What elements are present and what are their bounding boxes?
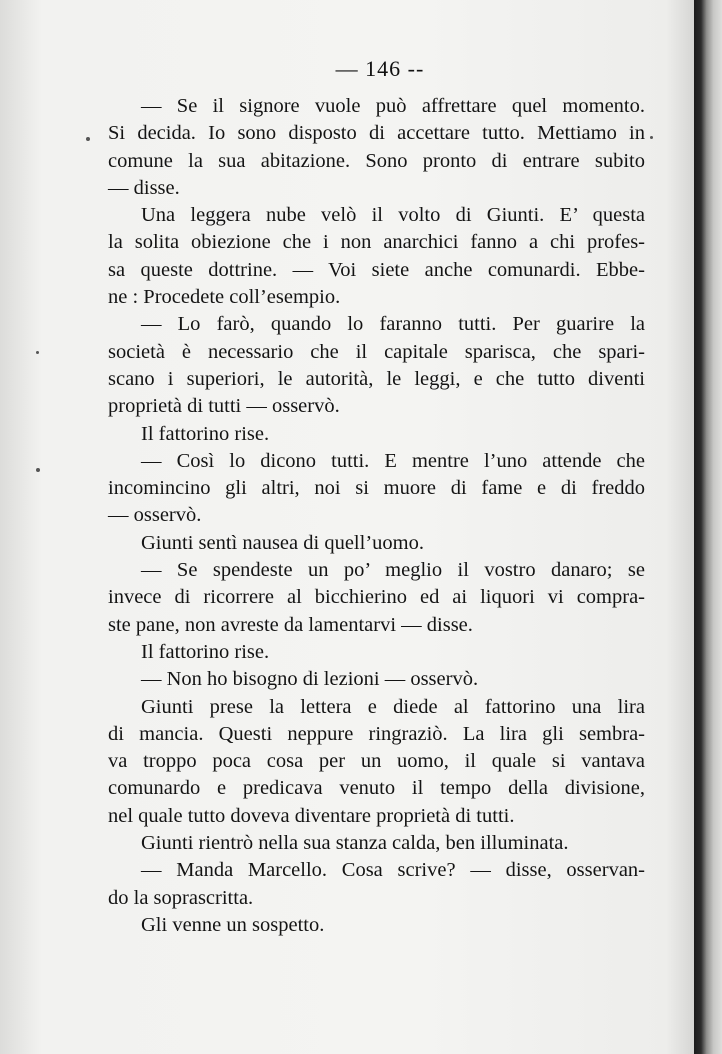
text-line: ne : Procedete coll’esempio. <box>108 286 341 309</box>
text-line: incomincino gli altri, noi si muore di fame e di freddo <box>108 477 645 500</box>
text-line: nel quale tutto doveva diventare proprietà di tutti. <box>108 804 515 827</box>
text-line: do la soprascritta. <box>108 886 254 909</box>
text-line: — Se spendeste un po’ meglio il vostro danaro; se <box>141 559 645 582</box>
text-line: — disse. <box>108 176 180 199</box>
text-line: società è necessario che il capitale sparisca, che spari- <box>108 340 645 363</box>
text-line: scano i superiori, le autorità, le leggi, e che tutto diventi <box>108 367 645 390</box>
text-line: — Non ho bisogno di lezioni — osservò. <box>141 668 479 691</box>
text-line: Gli venne un sospetto. <box>141 913 325 936</box>
text-line: Si decida. Io sono disposto di accettare tutto. Mettiamo in <box>108 122 645 145</box>
text-line: va troppo poca cosa per un uomo, il quale si vantava <box>108 750 645 773</box>
book-spine-shadow <box>694 0 722 1054</box>
text-line: Il fattorino rise. <box>141 640 270 663</box>
text-line: comune la sua abitazione. Sono pronto di entrare subito <box>108 149 645 172</box>
text-line: — Così lo dicono tutti. E mentre l’uno attende che <box>141 449 645 472</box>
ink-speck <box>86 137 90 141</box>
text-line: — Se il signore vuole può affrettare quel momento. <box>141 95 645 117</box>
ink-speck <box>36 351 39 354</box>
text-line: sa queste dottrine. — Voi siete anche comunardi. Ebbe- <box>108 258 645 281</box>
text-line: invece di ricorrere al bicchierino ed ai liquori vi compra- <box>108 586 645 609</box>
body-text <box>108 93 645 939</box>
text-line: — osservò. <box>108 504 202 527</box>
text-line: — Manda Marcello. Cosa scrive? — disse, osservan- <box>141 859 645 882</box>
ink-speck <box>650 136 653 139</box>
text-line: ste pane, non avreste da lamentarvi — disse. <box>108 613 473 636</box>
text-line: Giunti rientrò nella sua stanza calda, ben illuminata. <box>141 832 569 855</box>
text-line: proprietà di tutti — osservò. <box>108 395 340 418</box>
text-line: Una leggera nube velò il volto di Giunti. E’ questa <box>141 204 645 227</box>
text-line: — Lo farò, quando lo faranno tutti. Per guarire la <box>141 313 645 336</box>
ink-speck <box>36 468 40 472</box>
text-line: la solita obiezione che i non anarchici fanno a chi profes- <box>108 231 645 254</box>
page-number: — 146 -- <box>335 56 425 81</box>
text-line: comunardo e predicava venuto il tempo della divisione, <box>108 777 645 800</box>
text-line: Il fattorino rise. <box>141 422 270 445</box>
text-line: Giunti prese la lettera e diede al fattorino una lira <box>141 695 645 718</box>
text-line: Giunti sentì nausea di quell’uomo. <box>141 531 424 554</box>
text-line: di mancia. Questi neppure ringraziò. La lira gli sembra- <box>108 722 645 745</box>
